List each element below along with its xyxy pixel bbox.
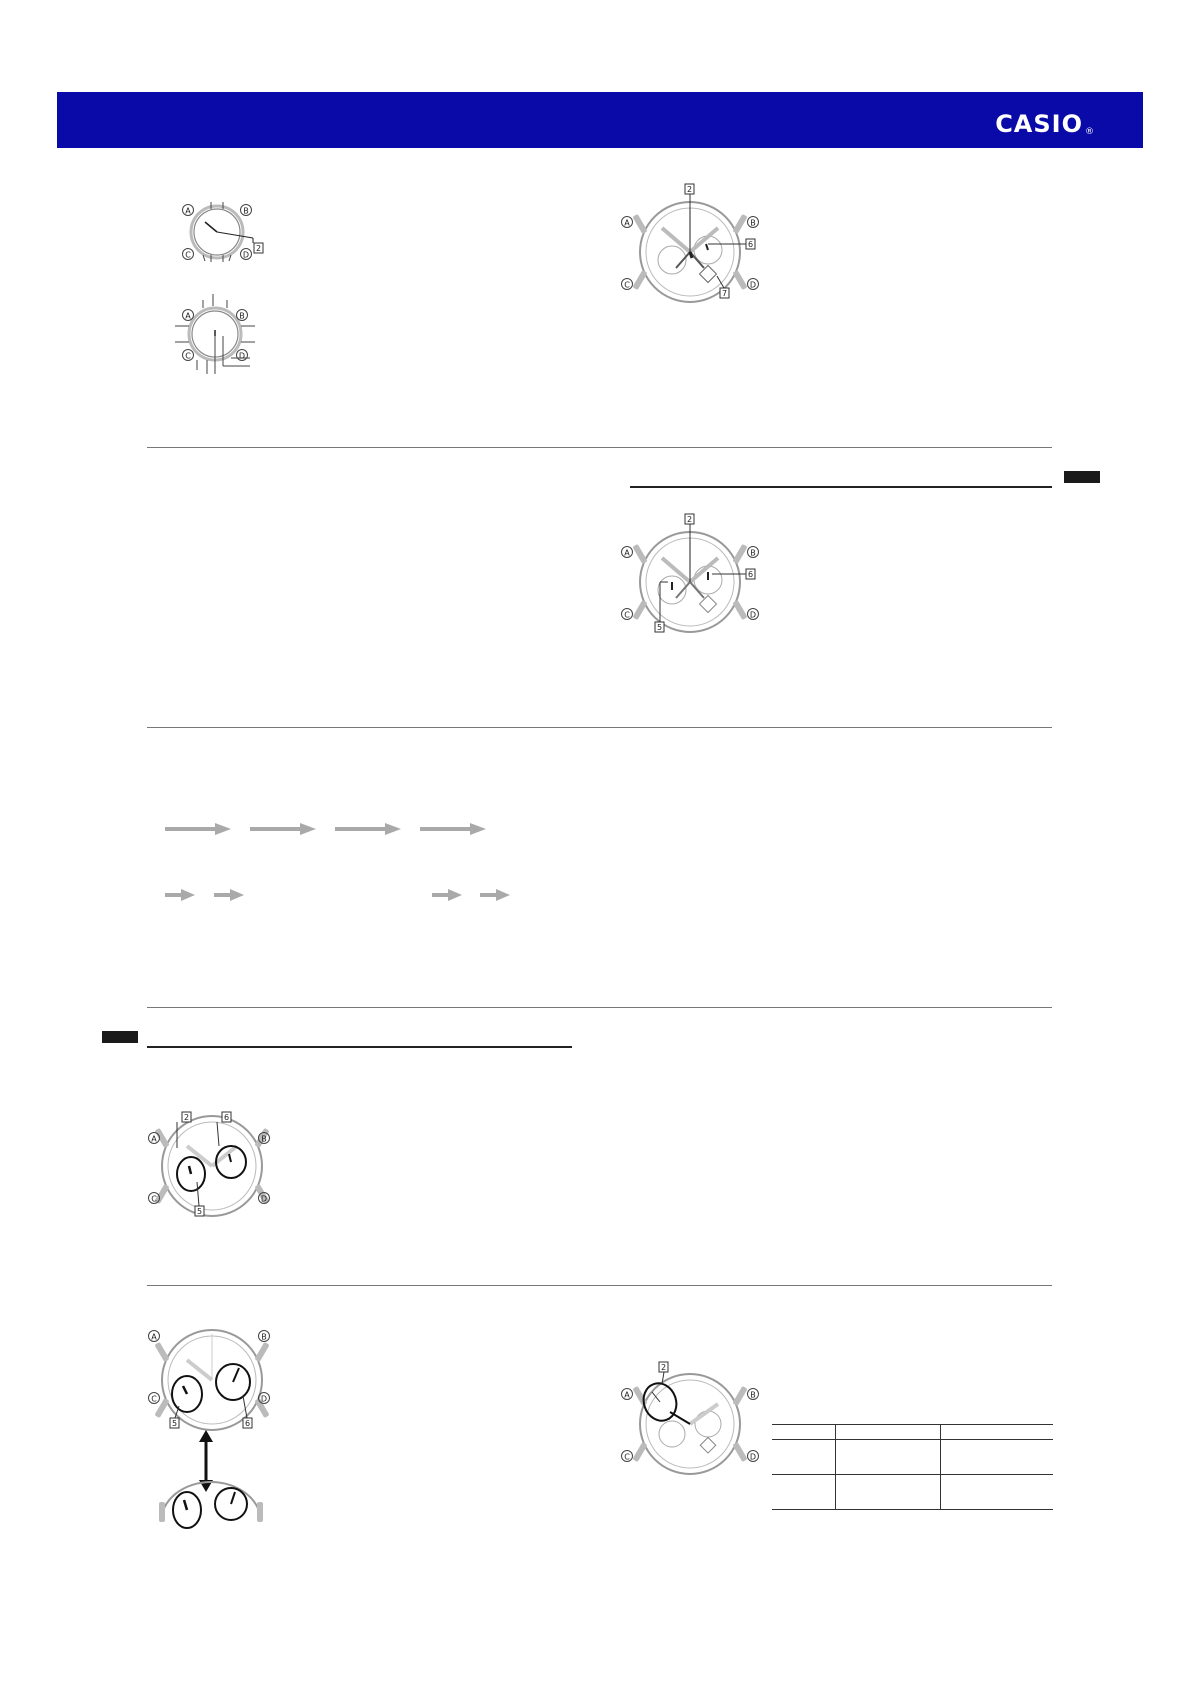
section-tab-marker — [1064, 471, 1100, 483]
button-a-label: A — [624, 548, 630, 558]
button-b-label: B — [750, 218, 756, 228]
button-b-label: B — [261, 1134, 267, 1144]
button-c-label: C — [151, 1194, 157, 1204]
button-b-label: B — [750, 548, 756, 558]
section-divider — [147, 1007, 1052, 1008]
callout-6-label: 6 — [223, 1113, 230, 1122]
callout-7-label: 7 — [721, 289, 728, 298]
header-bar — [57, 92, 1143, 148]
button-b-label: B — [243, 206, 249, 216]
flow-arrow-2 — [250, 822, 316, 836]
small-dial-figure-b — [175, 292, 275, 376]
button-c-label: C — [151, 1394, 157, 1404]
callout-5-label: 5 — [656, 623, 663, 632]
button-c-label: C — [624, 1452, 630, 1462]
watch-figure-bottom-left — [147, 1322, 277, 1537]
flow-arrow-1 — [165, 822, 231, 836]
section-divider — [147, 1285, 1052, 1286]
button-d-label: D — [238, 351, 246, 361]
button-c-label: C — [624, 610, 630, 620]
button-a-label: A — [151, 1332, 157, 1342]
watch-figure-bottom-right — [620, 1364, 760, 1484]
button-b-label: B — [261, 1332, 267, 1342]
button-a-label: A — [151, 1134, 157, 1144]
callout-6-label: 6 — [747, 240, 754, 249]
button-c-label: C — [624, 280, 630, 290]
callout-2-label: 2 — [255, 244, 262, 253]
heading-underline — [630, 486, 1052, 488]
button-d-label: D — [749, 610, 757, 620]
brand-name: CASIO — [995, 110, 1083, 138]
button-c-label: C — [185, 250, 191, 260]
watch-figure-top-right — [620, 185, 760, 313]
section-divider — [147, 447, 1052, 448]
heading-underline — [147, 1046, 572, 1048]
registered-mark: ® — [1085, 127, 1095, 137]
button-d-label: D — [260, 1194, 268, 1204]
callout-2-label: 2 — [183, 1113, 190, 1122]
button-a-label: A — [624, 1390, 630, 1400]
callout-5-label: 5 — [171, 1419, 178, 1428]
flow-arrow-4 — [420, 822, 486, 836]
short-arrow-2 — [214, 888, 244, 902]
short-arrow-1 — [165, 888, 195, 902]
callout-2-label: 2 — [660, 1363, 667, 1372]
table-row — [772, 1475, 1053, 1510]
button-a-label: A — [185, 206, 191, 216]
button-d-label: D — [242, 250, 250, 260]
button-c-label: C — [185, 351, 191, 361]
button-a-label: A — [185, 311, 191, 321]
casio-logo — [995, 112, 1095, 137]
watch-figure-lower-left — [147, 1102, 277, 1227]
button-d-label: D — [260, 1394, 268, 1404]
section-tab-marker — [102, 1031, 138, 1043]
short-arrow-3 — [432, 888, 462, 902]
flow-arrow-3 — [335, 822, 401, 836]
section-divider — [147, 727, 1052, 728]
button-d-label: D — [749, 280, 757, 290]
table-row — [772, 1440, 1053, 1475]
table-header-row — [772, 1425, 1053, 1440]
callout-6-label: 6 — [244, 1419, 251, 1428]
watch-figure-mid-right — [620, 515, 760, 643]
callout-2-label: 2 — [686, 515, 693, 524]
button-a-label: A — [624, 218, 630, 228]
callout-6-label: 6 — [747, 570, 754, 579]
callout-2-label: 2 — [686, 185, 693, 194]
short-arrow-4 — [480, 888, 510, 902]
button-b-label: B — [750, 1390, 756, 1400]
button-d-label: D — [749, 1452, 757, 1462]
button-b-label: B — [239, 311, 245, 321]
small-dial-figure-a — [175, 198, 275, 264]
settings-table — [772, 1424, 1053, 1510]
callout-5-label: 5 — [196, 1207, 203, 1216]
